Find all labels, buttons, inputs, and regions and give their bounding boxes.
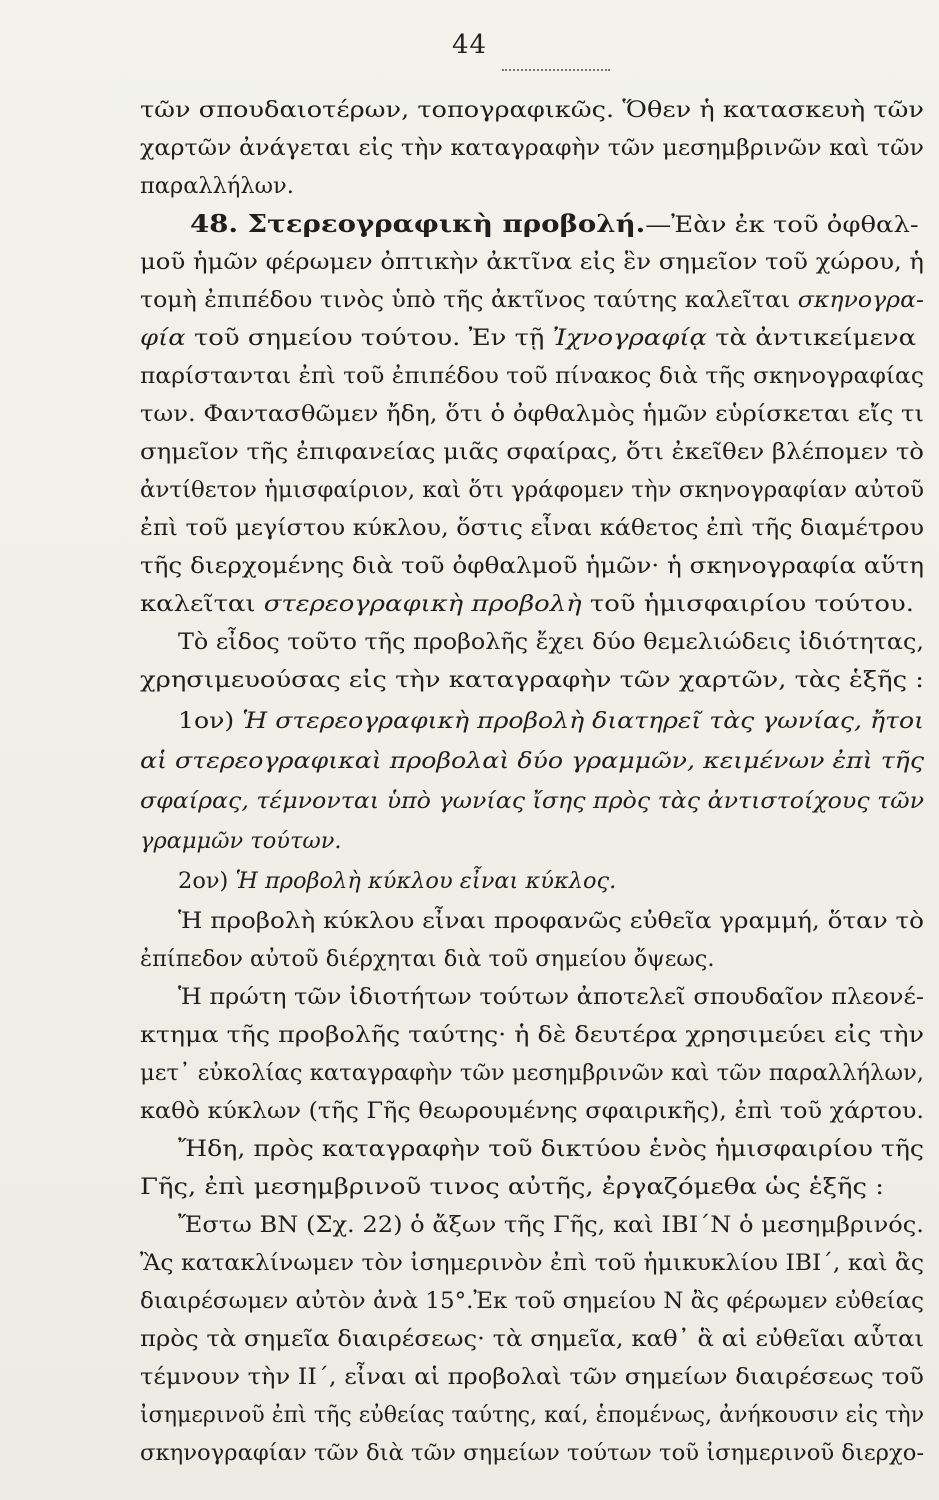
text-segment: τῶν σπουδαιοτέρων, τοπογραφικῶς.	[140, 97, 623, 123]
text-segment: Ἔστω ΒΝ (Σχ. 22) ὁ ἄξων τῆς Γῆς, καὶ ΙΒΙ΄Ν ὁ μεσημβρινός.	[178, 1212, 924, 1238]
page-number: 44	[451, 30, 488, 60]
text-line	[140, 1358, 939, 1396]
text-line	[178, 902, 939, 940]
text-line-content	[140, 471, 924, 509]
text-line-content	[140, 129, 924, 167]
text-line	[140, 822, 939, 860]
text-segment: των. Φαντασθῶμεν ἤδη, ὅτι ὁ ὀφθαλμὸς ἡμῶν εὑρίσκεται εἴς τι	[140, 401, 925, 427]
text-line	[140, 782, 939, 820]
text-line-content	[140, 509, 924, 547]
text-segment: Ὅθεν ἡ κατασκευὴ τῶν	[622, 97, 924, 123]
text-line	[140, 1434, 939, 1472]
text-line	[140, 1016, 939, 1054]
text-line-content	[140, 940, 715, 978]
text-line	[178, 862, 939, 900]
text-line-content	[140, 1054, 924, 1092]
text-line-content	[140, 1016, 924, 1054]
text-segment: χαρτῶν ἀνάγεται εἰς τὴν καταγραφὴν τῶν μεσημβρινῶν καὶ τῶν	[140, 135, 924, 161]
text-line-content	[140, 1244, 924, 1282]
text-line-content	[178, 1130, 924, 1168]
text-line	[140, 167, 939, 205]
text-segment: ἰσημερινοῦ ἐπὶ τῆς εὐθείας ταύτης, καί, ἑπομένως, ἀνήκουσιν εἰς τὴν	[140, 1402, 925, 1428]
text-segment: ἐπίπεδον αὐτοῦ διέρχηται διὰ τοῦ σημείου ὄψεως.	[140, 946, 715, 972]
text-segment: τοῦ ἡμισφαιρίου τούτου.	[581, 591, 914, 617]
text-segment: Γῆς, ἐπὶ μεσημβρινοῦ τινος αὐτῆς, ἐργαζόμεθα ὡς ἑξῆς :	[140, 1174, 884, 1200]
text-line-content	[140, 742, 924, 780]
text-line-content	[140, 1358, 924, 1396]
text-line	[140, 243, 939, 281]
text-segment: σκηνογραφίαν τῶν διὰ τῶν σημείων τούτων τοῦ ἰσημερινοῦ διερχο-	[140, 1440, 925, 1466]
text-line-content	[140, 433, 924, 471]
text-segment: τέμνουν τὴν ΙΙ΄, εἶναι αἱ προβολαὶ τῶν σημείων διαιρέσεως τοῦ	[140, 1364, 924, 1390]
text-line	[140, 1244, 939, 1282]
text-line	[178, 1206, 939, 1244]
text-line-content	[140, 167, 294, 205]
text-line	[140, 433, 939, 471]
text-line	[140, 471, 939, 509]
text-segment: —Ἐὰν ἐκ τοῦ ὀφθαλ-	[645, 212, 919, 238]
text-segment: σημεῖον τῆς ἐπιφανείας μιᾶς σφαίρας, ὅτι ἐκεῖθεν βλέπομεν τὸ	[140, 439, 924, 465]
text-line-content	[178, 623, 924, 661]
text-line-content	[178, 1206, 924, 1244]
text-line	[140, 1320, 939, 1358]
text-line-content	[140, 822, 342, 860]
text-line	[140, 129, 939, 167]
text-line-content	[178, 978, 924, 1016]
text-line	[140, 1054, 939, 1092]
text-line	[140, 281, 939, 319]
text-line	[140, 940, 939, 978]
text-line	[178, 623, 939, 661]
text-segment: Ἡ προβολὴ κύκλου εἶναι κύκλος.	[235, 868, 617, 894]
text-line	[140, 1168, 939, 1206]
text-line-content	[190, 205, 919, 243]
text-segment: κτημα τῆς προβολῆς ταύτης· ἡ δὲ δευτέρα χρησιμεύει εἰς τὴν	[140, 1022, 924, 1048]
text-line-content	[140, 1092, 924, 1130]
text-segment: αἱ στερεογραφικαὶ προβολαὶ δύο γραμμῶν, κειμένων ἐπὶ τῆς	[140, 748, 924, 774]
text-segment: διαιρέσωμεν αὐτὸν ἀνὰ 15°.Ἐκ τοῦ σημείου Ν ἂς φέρωμεν εὐθείας	[140, 1288, 925, 1314]
text-line	[178, 978, 939, 1016]
text-segment: Ἡ προβολὴ κύκλου εἶναι προφανῶς εὐθεῖα γραμμή, ὅταν τὸ	[178, 908, 925, 934]
text-line-content	[140, 661, 924, 699]
text-segment: 1ον)	[178, 708, 243, 734]
text-segment: Ἰχνογραφίᾳ	[552, 325, 708, 351]
text-segment: σφαίρας, τέμνονται ὑπὸ γωνίας ἴσης πρὸς τὰς ἀντιστοίχους τῶν	[140, 788, 925, 814]
text-line-content	[140, 782, 924, 820]
text-line	[178, 1130, 939, 1168]
text-line-content	[140, 1434, 924, 1472]
text-line-content	[140, 1320, 924, 1358]
text-segment: φία	[140, 325, 186, 351]
text-line	[178, 702, 939, 740]
text-line	[140, 547, 939, 585]
text-segment: γραμμῶν τούτων.	[140, 828, 342, 854]
text-line	[140, 1092, 939, 1130]
text-line-content	[178, 862, 616, 900]
text-line	[140, 395, 939, 433]
text-segment: Τὸ εἶδος τοῦτο τῆς προβολῆς ἔχει δύο θεμελιώδεις ἰδιότητας,	[178, 629, 924, 655]
text-line	[140, 319, 939, 357]
text-segment: παραλλήλων.	[140, 173, 294, 199]
text-line-content	[140, 91, 924, 129]
text-line-content	[140, 1396, 924, 1434]
text-segment: πρὸς τὰ σημεῖα διαιρέσεως· τὰ σημεῖα, καθ᾽ ἃ αἱ εὐθεῖαι αὗται	[140, 1326, 925, 1352]
text-segment: σκηνογρα-	[797, 287, 925, 313]
text-line-content	[178, 902, 924, 940]
text-segment: χρησιμευούσας εἰς τὴν καταγραφὴν τῶν χαρτῶν, τὰς ἑξῆς :	[140, 667, 924, 693]
text-segment: τοῦ σημείου τούτου. Ἐν τῇ	[185, 325, 553, 351]
text-segment: στερεογραφικὴ προβολὴ	[263, 591, 582, 617]
text-segment: τὰ ἀντικείμενα	[707, 325, 917, 351]
text-line-content	[140, 395, 924, 433]
text-line	[140, 91, 939, 129]
text-segment: Ἡ στερεογραφικὴ προβολὴ διατηρεῖ τὰς γωνίας, ἤτοι	[242, 708, 925, 734]
text-line-content	[140, 357, 924, 395]
text-segment: καλεῖται	[140, 591, 264, 617]
text-segment: Ἡ πρώτη τῶν ἰδιοτήτων τούτων ἀποτελεῖ σπουδαῖον πλεονέ-	[178, 984, 925, 1010]
text-line-content	[140, 547, 924, 585]
text-segment: Ἤδη, πρὸς καταγραφὴν τοῦ δικτύου ἑνὸς ἡμισφαιρίου τῆς	[178, 1136, 925, 1162]
text-segment: Ἂς κατακλίνωμεν τὸν ἰσημερινὸν ἐπὶ τοῦ ἡμικυκλίου ΙΒΙ΄, καὶ ἂς	[140, 1250, 924, 1276]
text-line	[140, 742, 939, 780]
text-line-content	[140, 281, 924, 319]
text-line	[190, 205, 939, 243]
text-segment: καθὸ κύκλων (τῆς Γῆς θεωρουμένης σφαιρικῆς), ἐπὶ τοῦ χάρτου.	[140, 1098, 925, 1124]
text-segment: τῆς διερχομένης διὰ τοῦ ὀφθαλμοῦ ἡμῶν· ἡ σκηνογραφία αὕτη	[140, 553, 925, 579]
page-number-rule	[502, 69, 610, 71]
text-line-content	[140, 319, 916, 357]
text-segment: μοῦ ἡμῶν φέρωμεν ὀπτικὴν ἀκτῖνα εἰς ἓν σημεῖον τοῦ χώρου, ἡ	[140, 249, 925, 275]
text-line-content	[140, 243, 924, 281]
text-line	[140, 585, 939, 623]
text-line	[140, 1396, 939, 1434]
text-line-content	[178, 702, 924, 740]
text-segment: τομὴ ἐπιπέδου τινὸς ὑπὸ τῆς ἀκτῖνος ταύτης καλεῖται	[140, 287, 798, 313]
text-segment: παρίστανται ἐπὶ τοῦ ἐπιπέδου τοῦ πίνακος διὰ τῆς σκηνογραφίας	[140, 363, 924, 389]
text-line	[140, 661, 939, 699]
text-line-content	[140, 585, 914, 623]
text-segment: μετ᾽ εὐκολίας καταγραφὴν τῶν μεσημβρινῶν καὶ τῶν παραλλήλων,	[140, 1060, 924, 1086]
text-line	[140, 1282, 939, 1320]
text-line	[140, 357, 939, 395]
text-line-content	[140, 1282, 924, 1320]
text-segment: ἀντίθετον ἡμισφαίριον, καὶ ὅτι γράφομεν τὴν σκηνογραφίαν αὐτοῦ	[140, 477, 924, 503]
text-segment: 2ον)	[178, 868, 236, 894]
text-segment: ἐπὶ τοῦ μεγίστου κύκλου, ὅστις εἶναι κάθετος ἐπὶ τῆς διαμέτρου	[140, 515, 924, 541]
text-line	[140, 509, 939, 547]
text-segment: 48. Στερεογραφικὴ προβολή.	[190, 209, 646, 238]
text-line-content	[140, 1168, 884, 1206]
